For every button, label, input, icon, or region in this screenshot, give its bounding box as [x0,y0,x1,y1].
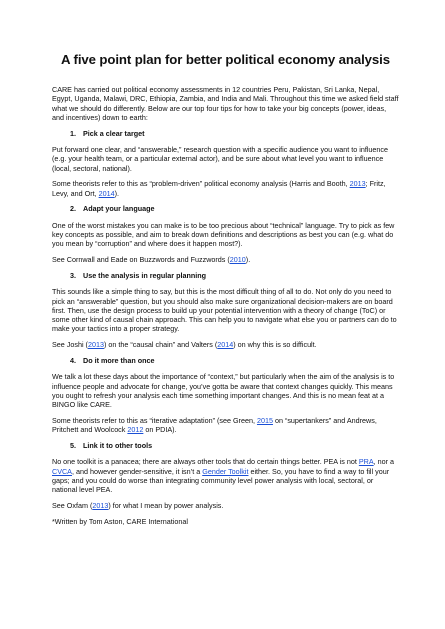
citation-link[interactable]: 2013 [87,340,104,350]
document-title: A five point plan for better political economy analysis [61,52,390,67]
section-1-heading [52,129,399,138]
cvca-link[interactable]: CVCA [52,466,72,476]
citation-link[interactable]: 2015 [256,416,273,426]
reference-text: See Oxfam ( [52,501,93,511]
section-1-reference [52,179,399,198]
section-2-heading [52,204,399,213]
section-1-body: Put forward one clear, and “answerable,” research question with a specific audience you want to influence (e.g. your health team, or a particular external actor), and be sure about what level you want to influence (local, sectoral, national). [52,144,389,173]
reference-text: on “supertankers” and Andrews, Pritchett and Woolcock [52,416,377,435]
reference-text: ) on why this is so difficult. [233,340,317,350]
section-title: Pick a clear target [83,128,145,138]
section-4-heading [52,356,399,365]
citation-link[interactable]: 2012 [127,425,144,435]
section-title: Do it more than once [83,356,155,366]
section-5-reference [52,501,399,510]
reference-text: See Joshi ( [52,340,88,350]
citation-link[interactable]: 2013 [349,179,366,189]
intro-paragraph: CARE has carried out political economy assessments in 12 countries Peru, Pakistan, Sri Lanka, Nepal, Egypt, Uganda, Malawi, DRC, Ethiopia, Zambia, and India and Mali. Throughout this time we asked field staff what we should do differently. Below are our top four tips for how to take your big concepts (power, ideas, and incentives) down to earth: [52,85,399,122]
reference-text: ). [245,255,251,265]
body-text: either. So, you have to find a way to fill your gaps; and you could do worse than integrating community level power analysis with local, sectoral, or national level PEA. [52,466,390,495]
citation-link[interactable]: 2010 [229,255,246,265]
reference-text: ; Fritz, Levy, and Ort, [52,179,386,198]
section-2-body: One of the worst mistakes you can make is to be too precious about “technical” language. Try to pick as few key concepts as possible, and aim to break down definitions and descriptions as best you can (e.g. what do you mean by “corruption” and where does it happen most?). [52,220,395,249]
section-3-body: This sounds like a simple thing to say, but this is the most difficult thing of all to do. Not only do you need to pick an “answerable” question, but you should also make sure organizational decision-makers are on board first. Then, use the design process to build up your potential intervention with a theory of change (ToC) or some other kind of causal chain approach. This can help you to navigate what else you or partners can do to make your tactics into a proper strategy. [52,287,397,334]
section-number: 1. [70,128,76,138]
pra-link[interactable]: PRA [358,457,374,467]
reference-text: Some theorists refer to this as “iterative adaptation” (see Green, [52,416,257,426]
section-2-reference [52,255,399,264]
section-title: Link it to other tools [83,441,153,451]
body-text: , nor a [373,457,395,467]
citation-link[interactable]: 2014 [98,188,115,198]
reference-text: ). [114,188,119,198]
reference-text: ) on the “causal chain” and Valters ( [103,340,218,350]
section-title: Use the analysis in regular planning [83,270,207,280]
reference-text: on PDIA). [143,425,177,435]
section-number: 2. [70,204,76,214]
author-byline: *Written by Tom Aston, CARE International [52,516,188,526]
citation-link[interactable]: 2013 [92,501,109,511]
section-5-heading [52,441,399,450]
section-5-body [52,457,399,494]
section-3-heading [52,271,399,280]
body-text: No one toolkit is a panacea; there are always other tools that do certain things better. PEA is not [52,457,359,467]
citation-link[interactable]: 2014 [217,340,234,350]
section-number: 3. [70,270,76,280]
reference-text: See Cornwall and Eade on Buzzwords and Fuzzwords ( [52,255,230,265]
gender-toolkit-link[interactable]: Gender Toolkit [202,466,249,476]
section-4-reference [52,416,399,435]
section-title: Adapt your language [83,204,155,214]
reference-text: Some theorists refer to this as “problem-driven” political economy analysis (Harris and Booth, [52,179,350,189]
body-text: , and however gender-sensitive, it isn’t a [71,466,203,476]
section-number: 4. [70,356,76,366]
section-3-reference [52,340,399,349]
section-4-body: We talk a lot these days about the importance of “context,” but particularly when the aim of the analysis is to influence people and advocate for change, you’ve gotta be aware that context changes quickly. This means you ought to refresh your analysis each time something important changes. And this is no mean feat at a BINGO like CARE. [52,372,395,410]
reference-text: ) for what I mean by power analysis. [108,501,224,511]
section-number: 5. [70,441,76,451]
